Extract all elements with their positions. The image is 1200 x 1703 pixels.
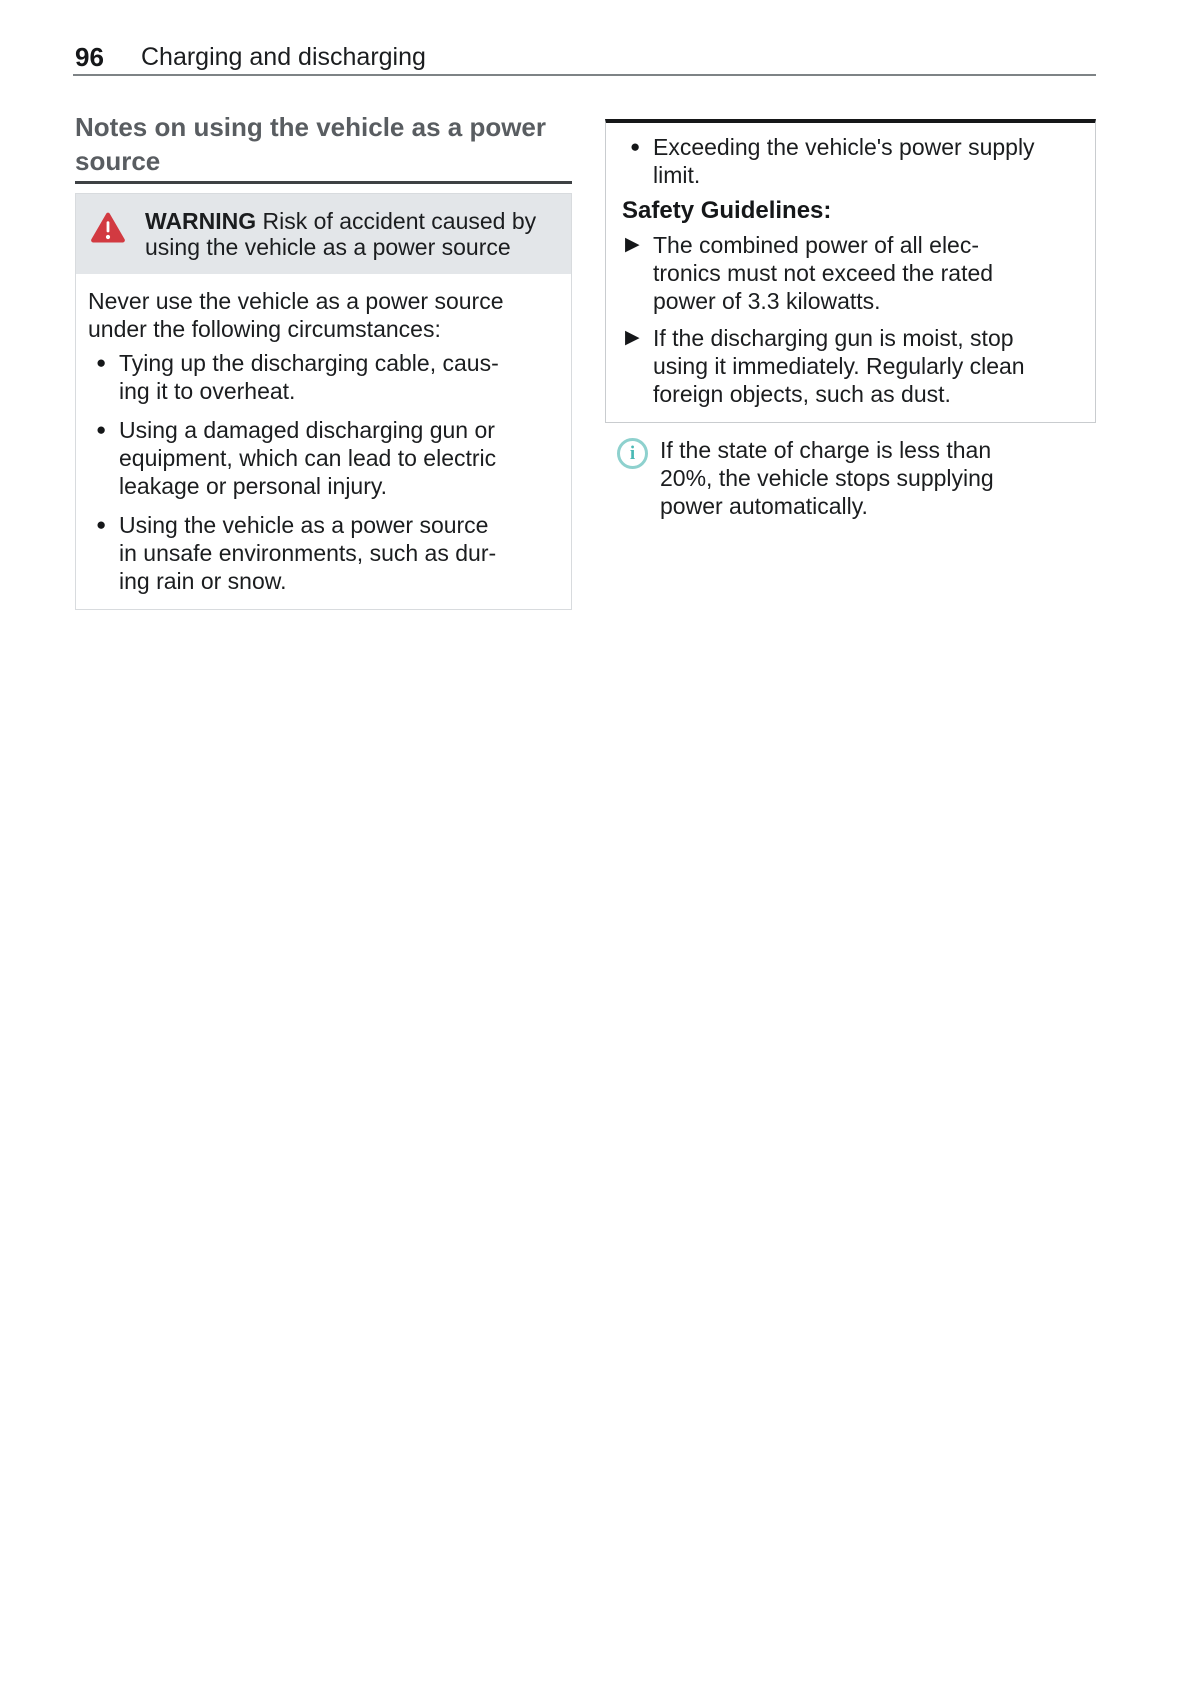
bullet-text: Using the vehicle as a power source in unsafe environments, such as dur- ing rain or snow. [119,512,497,594]
header-divider [73,74,1096,76]
arrow-bullet-icon: ▶ [625,234,640,255]
warning-title-line2: using the vehicle as a power source [145,234,511,260]
bullet-text: Tying up the discharging cable, caus- ing it to overheat. [119,350,499,404]
list-item [88,511,561,595]
page-number: 96 [75,42,104,72]
guideline-subheading: Safety Guidelines: [622,197,832,224]
section-heading: Notes on using the vehicle as a power source [75,112,547,176]
warning-box-header [76,194,571,274]
warning-body [76,274,571,609]
list-item [622,133,1085,189]
guideline-arrow-list [622,231,1085,408]
bullet-text: Using a damaged discharging gun or equipment, which can lead to electric leakage or personal injury. [119,417,497,499]
warning-bullet-list [88,349,561,595]
list-item [622,324,1085,408]
bullet-dot-icon: ● [96,353,107,372]
guideline-box [605,119,1096,423]
arrow-text: If the discharging gun is moist, stop using it immediately. Regularly clean foreign objects, such as dust. [653,325,1025,407]
arrow-bullet-icon: ▶ [625,327,640,348]
bullet-dot-icon: ● [96,420,107,439]
warning-title-line1 [145,208,536,234]
arrow-text: The combined power of all elec- tronics must not exceed the rated power of 3.3 kilowatts. [653,232,994,314]
info-note-text: If the state of charge is less than 20%, the vehicle stops supplying power automatically. [660,437,994,519]
page-header-title: Charging and discharging [141,43,426,71]
info-icon: i [617,438,648,469]
warning-intro: Never use the vehicle as a power source under the following circumstances: [88,288,504,342]
warning-title [145,208,536,260]
warning-title-rest: Risk of accident caused by [256,208,537,234]
warning-box [75,193,572,610]
bullet-dot-icon: ● [630,137,641,156]
warning-label: WARNING [145,208,257,234]
list-item [88,349,561,405]
bullet-text: Exceeding the vehicle's power supply limit. [653,134,1035,188]
list-item [88,416,561,500]
warning-triangle-icon [90,211,126,249]
section-heading-underline [75,181,572,184]
info-note [605,436,1096,520]
bullet-dot-icon: ● [96,515,107,534]
list-item [622,231,1085,315]
